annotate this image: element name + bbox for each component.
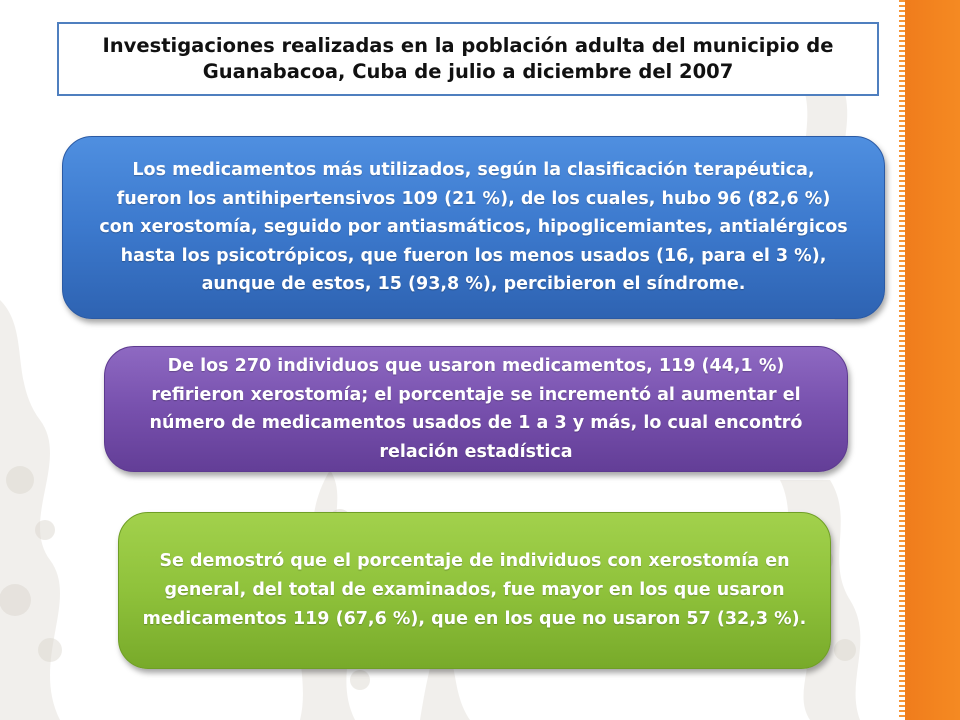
slide-title bbox=[57, 22, 879, 96]
finding-block-percentage bbox=[118, 512, 831, 669]
finding-text-medications: Los medicamentos más utilizados, según la clasificación terapéutica, fueron los antihipertensivos 109 (21 %), de los cuales, hubo 96 (82,6 %) con xerostomía, seguido por antiasmáticos, hipoglicemiantes, antialérgicos hasta los psicotrópicos, que fueron los menos usados (16, para el 3 %), aunque de estos, 15 (93,8 %), percibieron el síndrome. bbox=[99, 160, 848, 295]
finding-text-individuals: De los 270 individuos que usaron medicamentos, 119 (44,1 %) refirieron xerostomía; el porcentaje se incrementó al aumentar el número de medicamentos usados de 1 a 3 y más, lo cual encontró relación estadística bbox=[149, 356, 803, 462]
finding-text-percentage: Se demostró que el porcentaje de individuos con xerostomía en general, del total de examinados, fue mayor en los que usaron medicamentos 119 (67,6 %), que en los que no usaron 57 (32,3 %). bbox=[142, 551, 807, 629]
finding-block-individuals bbox=[104, 346, 848, 472]
accent-sidebar bbox=[905, 0, 960, 720]
slide-title-text: Investigaciones realizadas en la población adulta del municipio de Guanabacoa, Cuba de julio a diciembre del 2007 bbox=[102, 34, 834, 83]
finding-block-medications bbox=[62, 136, 885, 319]
